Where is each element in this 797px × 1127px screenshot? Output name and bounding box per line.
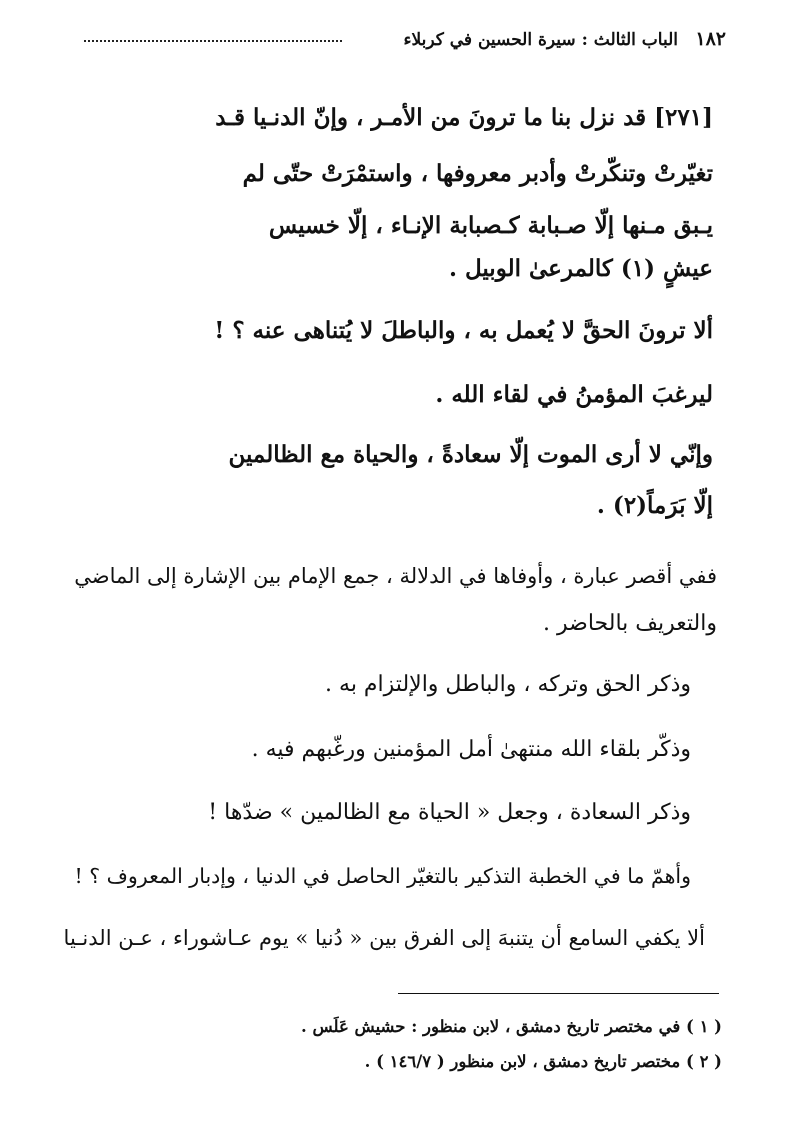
body-line: وأهمّ ما في الخطبة التذكير بالتغيّر الحاصل في الدنيا ، وإدبار المعروف ؟ !	[74, 864, 691, 888]
quote-line: ليرغبَ المؤمنُ في لقاء الله .	[435, 381, 713, 408]
quote-line: يـبق مـنها إلّا صـبابة كـصبابة الإنـاء ، إلّا خسيس	[268, 212, 713, 239]
running-title: الباب الثالث : سيرة الحسين في كربلاء	[403, 30, 678, 50]
quote-line: عيشٍ (١) كالمرعىٰ الوبيل .	[448, 255, 713, 282]
quote-line: تغيّرتْ وتنكّرتْ وأدبر معروفها ، واستمْرَتْ حتّى لم	[242, 160, 713, 187]
footnote: ( ٢ ) مختصر تاريخ دمشق ، لابن منظور ( ١٤٦/٧ ) .	[364, 1052, 722, 1071]
body-line: وذكّر بلقاء الله منتهىٰ أمل المؤمنين ورغّبهم فيه .	[251, 737, 691, 762]
quote-line: ألا ترونَ الحقَّ لا يُعمل به ، والباطلَ لا يُتناهى عنه ؟ !	[214, 317, 713, 344]
header-dot-leader	[84, 40, 342, 42]
quote-line: إلّا بَرَماً(٢) .	[596, 492, 713, 519]
footnote: ( ١ ) في مختصر تاريخ دمشق ، لابن منظور : حشيش عَلَس .	[300, 1017, 722, 1036]
page-number: ١٨٢	[695, 28, 726, 50]
body-line: وذكر الحق وتركه ، والباطل والإلتزام به .	[325, 672, 691, 697]
body-line: ففي أقصر عبارة ، وأوفاها في الدلالة ، جمع الإمام بين الإشارة إلى الماضي	[74, 564, 717, 588]
body-line: وذكر السعادة ، وجعل « الحياة مع الظالمين » ضدّها !	[208, 800, 691, 825]
footnote-separator	[398, 993, 719, 994]
body-line: ألا يكفي السامع أن يتنبهَ إلى الفرق بين « دُنيا » يوم عـاشوراء ، عـن الدنـيا	[63, 926, 705, 950]
quote-line: [٢٧١] قد نزل بنا ما ترونَ من الأمـر ، وإنّ الدنـيا قـد	[215, 104, 713, 131]
quote-line: وإنّي لا أرى الموت إلّا سعادةً ، والحياة مع الظالمين	[228, 441, 713, 468]
body-line: والتعريف بالحاضر .	[543, 611, 717, 636]
